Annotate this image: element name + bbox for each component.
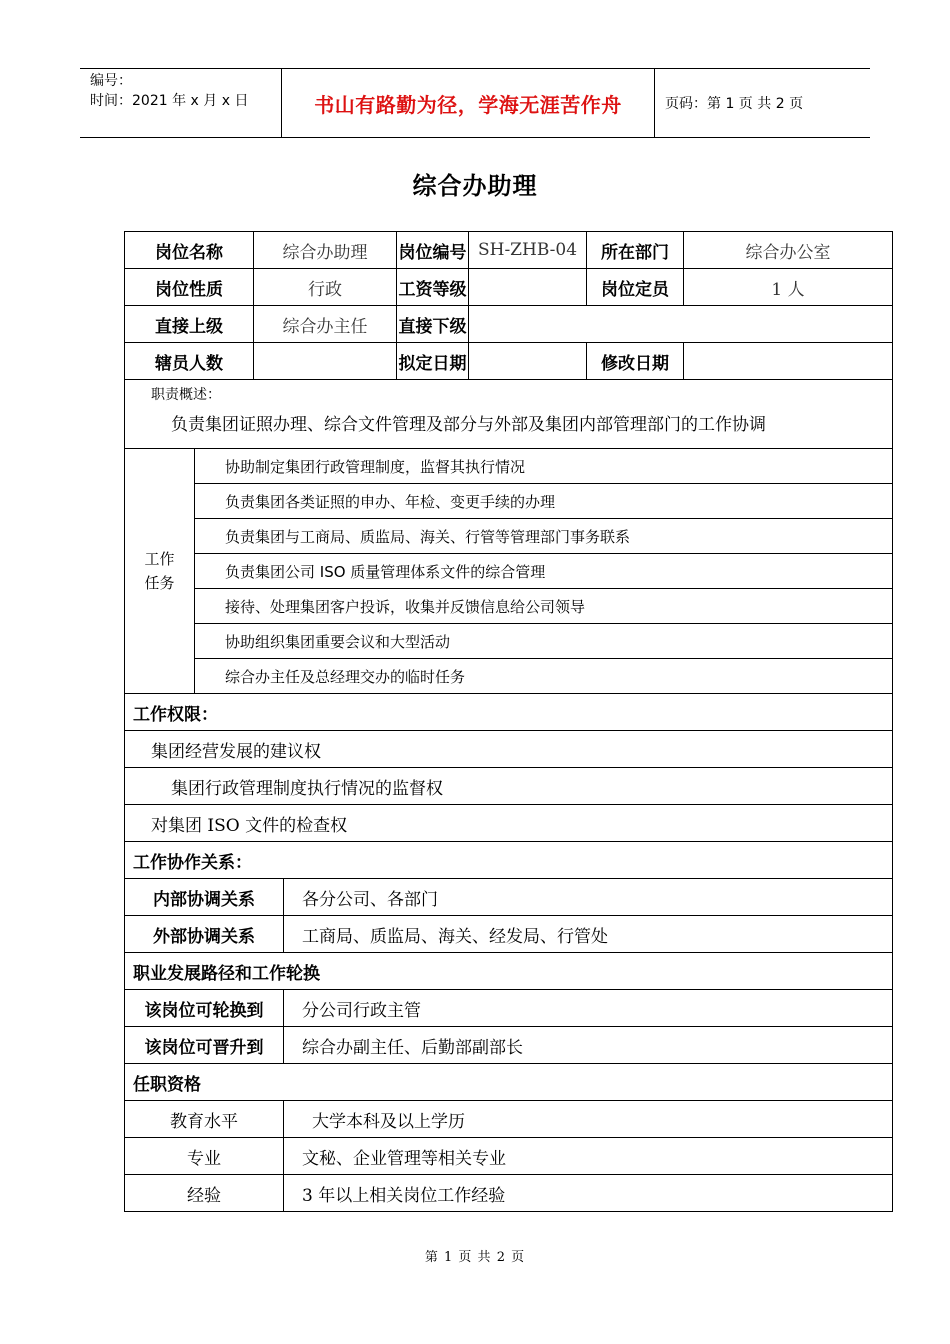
- job-description-table: [124, 231, 893, 1212]
- promotion-label: 该岗位可晋升到: [125, 1027, 284, 1064]
- task-row: [125, 659, 893, 694]
- subordinate-label: 直接下级: [397, 306, 469, 343]
- task-row: [125, 554, 893, 589]
- rotation-label: 该岗位可轮换到: [125, 990, 284, 1027]
- major-label: 专业: [125, 1138, 284, 1175]
- task-row: [125, 484, 893, 519]
- superior-value: 综合办主任: [254, 306, 397, 343]
- task-item: 负责集团与工商局、质监局、海关、行管等管理部门事务联系: [195, 519, 893, 554]
- authority-item: 对集团 ISO 文件的检查权: [125, 805, 893, 842]
- cooperation-label: 工作协作关系：: [125, 842, 893, 879]
- internal-coordination-row: [125, 879, 893, 916]
- career-label: 职业发展路径和工作轮换: [125, 953, 893, 990]
- promotion-value: 综合办副主任、后勤部副部长: [284, 1027, 893, 1064]
- promotion-row: [125, 1027, 893, 1064]
- education-value: 大学本科及以上学历: [284, 1101, 893, 1138]
- rotation-row: [125, 990, 893, 1027]
- position-name-value: 综合办助理: [254, 232, 397, 269]
- education-label: 教育水平: [125, 1101, 284, 1138]
- salary-grade-label: 工资等级: [397, 269, 469, 306]
- subordinate-value: [469, 306, 893, 343]
- basic-row-3: [125, 306, 893, 343]
- qualification-label: 任职资格: [125, 1064, 893, 1101]
- draft-date-label: 拟定日期: [397, 343, 469, 380]
- nature-label: 岗位性质: [125, 269, 254, 306]
- tasks-label-line2: 任务: [144, 574, 175, 592]
- task-item: 接待、处理集团客户投诉，收集并反馈信息给公司领导: [195, 589, 893, 624]
- education-row: [125, 1101, 893, 1138]
- revise-date-label: 修改日期: [587, 343, 684, 380]
- experience-label: 经验: [125, 1175, 284, 1212]
- position-name-label: 岗位名称: [125, 232, 254, 269]
- task-row: [125, 519, 893, 554]
- staff-count-label: 辖员人数: [125, 343, 254, 380]
- task-row: [125, 624, 893, 659]
- major-value: 文秘、企业管理等相关专业: [284, 1138, 893, 1175]
- department-value: 综合办公室: [684, 232, 893, 269]
- task-row: [125, 589, 893, 624]
- document-title: 综合办助理: [412, 172, 538, 200]
- tasks-label-line1: 工作: [144, 550, 175, 568]
- header-page-cell: [655, 69, 880, 137]
- revise-date-value: [684, 343, 893, 380]
- task-item: 协助制定集团行政管理制度，监督其执行情况: [195, 449, 893, 484]
- authority-row: [125, 805, 893, 842]
- internal-coordination-label: 内部协调关系: [125, 879, 284, 916]
- summary-text: 负责集团证照办理、综合文件管理及部分与外部及集团内部管理部门的工作协调: [171, 415, 766, 435]
- task-row: [125, 449, 893, 484]
- document-header: [80, 68, 870, 138]
- rotation-value: 分公司行政主管: [284, 990, 893, 1027]
- major-row: [125, 1138, 893, 1175]
- nature-value: 行政: [254, 269, 397, 306]
- superior-label: 直接上级: [125, 306, 254, 343]
- summary-cell: [125, 380, 893, 449]
- motto: 书山有路勤为径，学海无涯苦作舟: [314, 92, 622, 117]
- task-item: 负责集团公司 ISO 质量管理体系文件的综合管理: [195, 554, 893, 589]
- summary-row: [125, 380, 893, 449]
- header-motto-cell: [282, 69, 655, 137]
- career-header-row: [125, 953, 893, 990]
- position-code-value: SH-ZHB-04: [469, 232, 587, 269]
- basic-row-1: [125, 232, 893, 269]
- authority-header-row: [125, 694, 893, 731]
- position-code-label: 岗位编号: [397, 232, 469, 269]
- experience-value: 3 年以上相关岗位工作经验: [284, 1175, 893, 1212]
- cooperation-header-row: [125, 842, 893, 879]
- time-label: 时间：2021 年 x 月 x 日: [90, 93, 249, 109]
- experience-row: [125, 1175, 893, 1212]
- task-item: 综合办主任及总经理交办的临时任务: [195, 659, 893, 694]
- basic-row-4: [125, 343, 893, 380]
- authority-row: [125, 768, 893, 805]
- number-label: 编号：: [90, 73, 132, 89]
- external-coordination-label: 外部协调关系: [125, 916, 284, 953]
- authority-item: 集团经营发展的建议权: [125, 731, 893, 768]
- draft-date-value: [469, 343, 587, 380]
- external-coordination-value: 工商局、质监局、海关、经发局、行管处: [284, 916, 893, 953]
- external-coordination-row: [125, 916, 893, 953]
- page-info: 页码：第 1 页 共 2 页: [665, 96, 804, 112]
- internal-coordination-value: 各分公司、各部门: [284, 879, 893, 916]
- headcount-label: 岗位定员: [587, 269, 684, 306]
- summary-label: 职责概述：: [151, 387, 221, 403]
- authority-row: [125, 731, 893, 768]
- tasks-label: [125, 449, 195, 694]
- header-meta: [80, 69, 282, 137]
- department-label: 所在部门: [587, 232, 684, 269]
- task-item: 负责集团各类证照的申办、年检、变更手续的办理: [195, 484, 893, 519]
- staff-count-value: [254, 343, 397, 380]
- basic-row-2: [125, 269, 893, 306]
- authority-item: 集团行政管理制度执行情况的监督权: [125, 768, 893, 805]
- qualification-header-row: [125, 1064, 893, 1101]
- page-footer: 第 1 页 共 2 页: [424, 1250, 526, 1265]
- authority-label: 工作权限：: [125, 694, 893, 731]
- salary-grade-value: [469, 269, 587, 306]
- headcount-value: 1 人: [684, 269, 893, 306]
- task-item: 协助组织集团重要会议和大型活动: [195, 624, 893, 659]
